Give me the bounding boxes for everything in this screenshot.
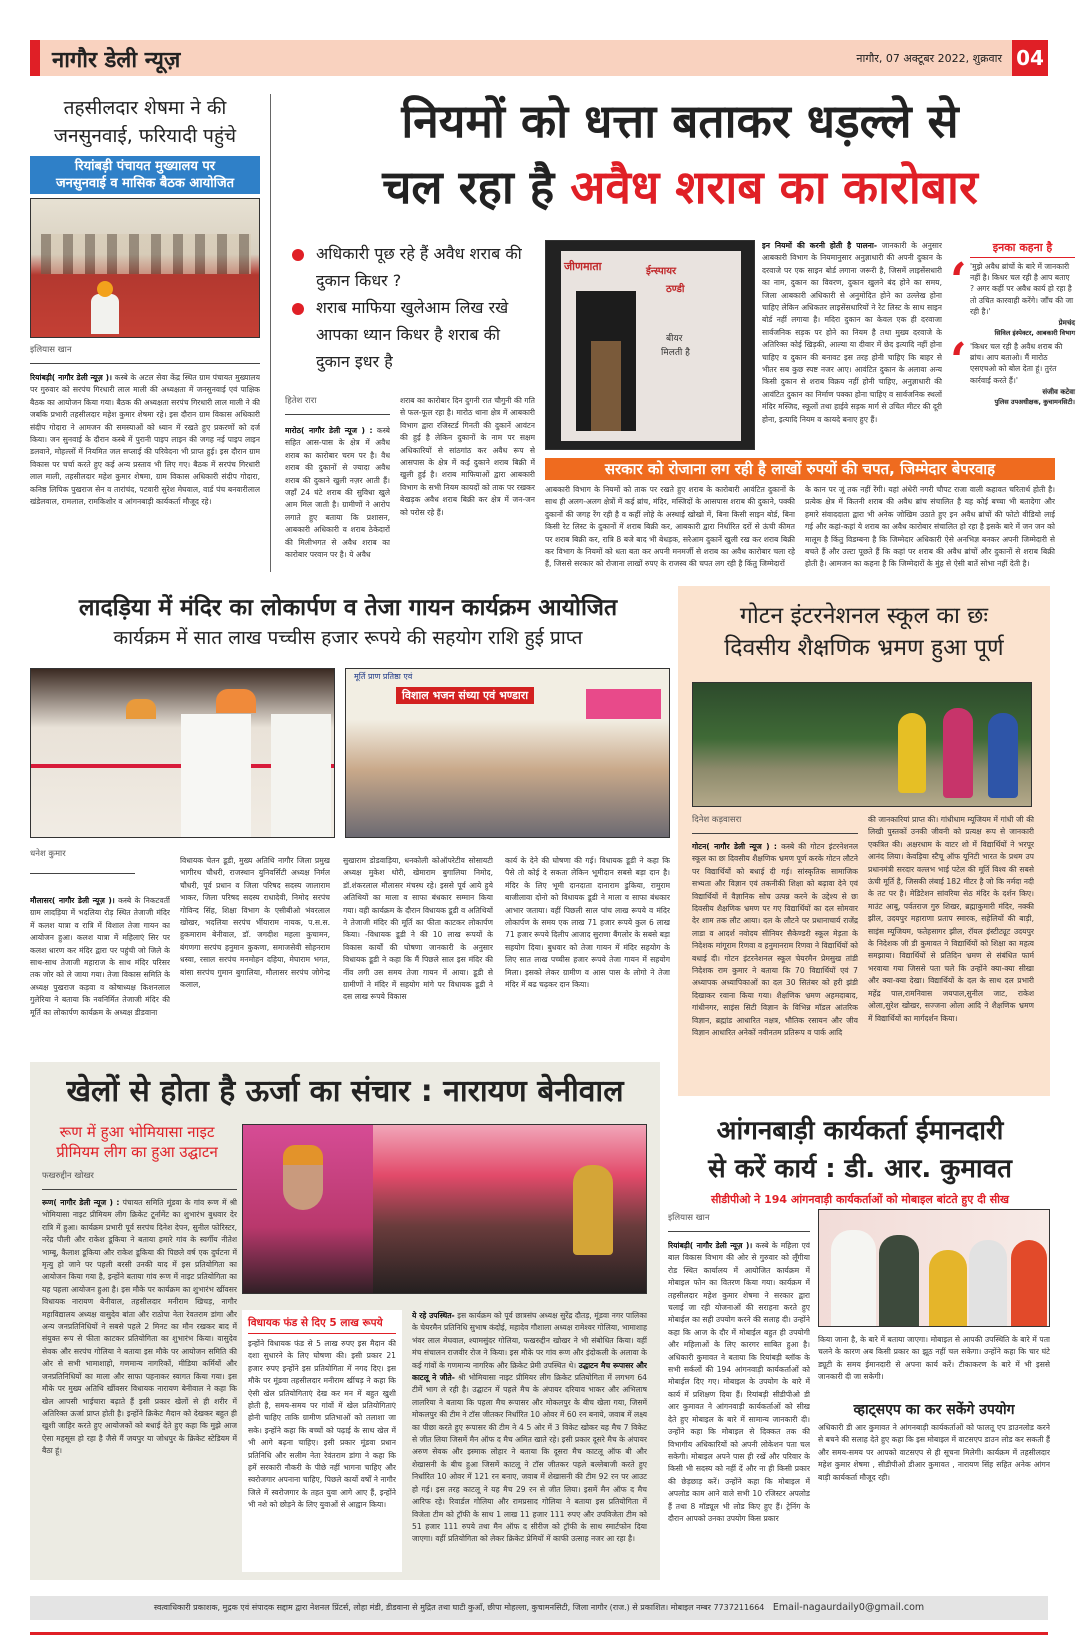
article-dateline: रूण( नागौर डेली न्यूज ) : (42, 1198, 120, 1207)
story-ladadiya-headline (28, 592, 668, 652)
box-title: विधायक फंड से दिए 5 लाख रूपये (248, 1316, 396, 1334)
article-text: की जानकारियां प्राप्त की। गांधीधाम म्यूजियम में गांधी जी की लिखी पुस्तकों उनकी जीवनी को प्रत्यक्ष रूप से जानकारी एकत्रित की। अक्षरधाम के वाटर शो में विद्यार्थियों ने भरपूर आनंद लिया। केवड़िया स्टैचू ऑफ यूनिटी भारत के प्रथम उप प्रधानमंत्री सरदार वल्लभ भाई पटेल की मूर्ति विश्व की सबसे ऊंची मूर्ति है, जिसकी लंबाई 182 मीटर है जो कि नर्मदा नदी के तट पर है। मेडिटेशन सांवरिया सेठ मंदिर के दर्शन किए। माउंट आबू, पर्वतराज गुरु शिखर, ब्रह्माकुमारी मंदिर, नक्की झील, उदयपुर महाराणा प्रताप स्मारक, सहेलियों की बाड़ी, साइंस म्यूजियम, फतेहसागर झील, रॉयल इंस्टीट्यूट उदयपुर के निदेशक जी डी कुमावत ने विद्यार्थियों को शिक्षा का महत्व समझाया। विद्यार्थियों से प्रतिदिन भ्रमण से संबंधित फार्म भरवाया गया जिससे पता चले कि उन्होंने क्या-क्या सीखा और क्या-क्या देखा। विद्यार्थियों के दल के साथ दल प्रभारी महेंद्र पाल,रामनिवास जयपाल,सुनील जाट, राकेश ओला,सुरेश खोखर, सज्जना ओला आदि ने शैक्षणिक भ्रमण में विद्यार्थियों का मार्गदर्शन किया। (868, 815, 1034, 1023)
photo-credit: इलियास खान (30, 344, 260, 364)
headline (30, 94, 260, 150)
bullet-icon (292, 303, 304, 315)
whatsapp-subtitle: व्हाट्सएप का कर सकेंगे उपयोग (853, 1402, 1015, 1418)
match-lead: उद्घाटन मैच रूपासर और काटलू ने जीते- (412, 1360, 647, 1383)
article-text: आबकारी विभाग के नियमों को ताक पर रखते हुए शराब के कारोबारी आवंटित दुकानों के साथ ही अलग-अलग क्षेत्रों में कई ब्रांच, मंदिर, मस्जिदों के आसपास शराब की दुकाने, पक्की दुकानों की जगह रेंग रही है व कहीं लोहे के अस्थाई खोखो में, बिना किसी साइन बोर्ड, बिना किसी रेट लिस्ट के दुकानों में शराब बिक्री कर, आबकारी द्वारा निर्धारित दरों से ऊंची कीमत पर शराब बिक्री कर, रात्रि 8 बजे बाद भी बेधड़क, सरेआम दुकानें खुली रख कर शराब बिक्री कर विभाग के नियमों को धता बता कर अपनी मनमर्जी से शराब का अवैध कारोबार चला रहे हैं, जिससे सरकार को रोजाना लाखों रुपए के राजस्व की चपत लग रही है किंतु जिम्मेदारों (545, 485, 795, 569)
story-sports (30, 1062, 660, 1580)
subhead-line: रूण में हुआ भोमियासा नाइट (59, 1123, 215, 1141)
quote-title: सिविल इंस्पेक्टर, आबकारी विभाग (994, 329, 1075, 338)
photo-meeting (30, 198, 260, 338)
shop-sign: जीणमाता (564, 260, 602, 273)
quote-name: संजीव कटेवा (1042, 387, 1075, 396)
article-dateline: मारोठ( नागौर डेली न्यूज ) : (285, 426, 373, 435)
rules-text: जानकारी के अनुसार आबकारी विभाग के नियमानुसार अनुज्ञाधारी की अपनी दुकान के दरवाजे पर एक साइन बोर्ड लगाना जरूरी है, जिसमें लाइसेंसधारी का नाम, दुकान का विवरण, दुकान खुलने बंद होने का समय, जिला आबकारी अधिकारी से अनुमोदित होने का उल्लेख होना चाहिए लेकिन अधिकतर लाइसेंसधारियों ने रेट लिस्ट के साथ साइन बोर्ड नहीं लगाया है। मदिरा दुकान का केवल एक ही दरवाजा सार्वजनिक सड़क पर होने का नियम है तथा मुख्य दरवाजे के अतिरिक्त कोई खिड़की, आल्या या दीवार में छेद इत्यादि नहीं होना चाहिए व दुकान की बनावट इस तरह होनी चाहिए कि बाहर से भीतर सब कुछ स्पष्ट नजर आए। आवंटित दुकान के अलावा अन्य किसी दुकान से शराब विक्रय नहीं होनी चाहिए, अनुज्ञाधारी की आवंटित दुकान का निर्माण पक्का होना चाहिए व सार्वजनिक स्थलों मंदिर मस्जिद, स्कूलों तथा हाईवे सड़क मार्ग से उचित मीटर की दूरी होना, इत्यादि नियम व कायदे बनाए हुए हैं। (762, 241, 942, 424)
photo-credit: फखरुद्दीन खोखर (42, 1170, 237, 1190)
headline-line: नियमों को धत्ता बताकर धड़ल्ले से (401, 94, 959, 148)
headline-line: तहसीलदार शेषमा ने की (63, 97, 227, 119)
box-text: इन्होंने विधायक फंड से 5 लाख रुपए इस मैदान की दशा सुधारने के लिए घोषणा की। इसी प्रकार 21 हजार रुपए इन्होंने इस प्रतियोगिता में नगद दिए। इस मौके पर मूंडवा तहसीलदार मनीराम खींचड़ ने कहा कि ऐसी खेल प्रतियोगिताएं देख कर मन में बहुत खुशी होती है, समय-समय पर गांवों में खेल प्रतियोगिताएं होनी चाहिए ताकि ग्रामीण प्रतिभाओं को तलाशा जा सके। इन्होंने कहा कि बच्चों को पढ़ाई के साथ खेल में भी आगे बढ़ना चाहिए। इसी प्रकार मूंडवा प्रधान प्रतिनिधि और सलीम नेता रेवंतराम डांगा ने कहा कि हमें सरकारी नौकरी के पीछे नहीं भागना चाहिए और स्वरोजगार अपनाना चाहिए, पिछले कार्यो वर्षों ने नागौर जिले में स्वरोजगार के तहत युवा आगे आए हैं, इन्होंने भी नशे को छोड़ने के लिए युवाओं से आह्वान किया। (248, 1339, 396, 1510)
headline-line: गोटन इंटरनेशनल स्कूल का छः (739, 603, 989, 629)
subhead-box (30, 156, 260, 194)
photo-bhajan-sandhya (345, 668, 670, 838)
headline: लादड़िया में मंदिर का लोकार्पण व तेजा गायन कार्यक्रम आयोजित (78, 595, 618, 621)
present-lead: ये रहे उपस्थित- (412, 1311, 455, 1320)
quote-icon: ‘ (950, 253, 967, 309)
headline-line (285, 154, 1075, 220)
column-divider (270, 94, 271, 572)
headline-line: दिवसीय शैक्षणिक भ्रमण हुआ पूर्ण (724, 635, 1004, 661)
headline (678, 600, 1050, 664)
headline: खेलों से होता है ऊर्जा का संचार : नारायण बेनीवाल (66, 1074, 624, 1109)
liquor-sub-col1 (545, 484, 795, 572)
banner-text: विशाल भजन संध्या एवं भण्डारा (396, 687, 534, 704)
article-dateline: मौलासर( नागौर डेली न्यूज़ )। (30, 896, 115, 905)
shop-sign: बीयर (666, 334, 683, 344)
headline-line: से करें कार्य : डी. आर. कुमावत (708, 1154, 1012, 1184)
footer-imprint (30, 1596, 1048, 1620)
article-text: इस कार्यक्रम को पूर्व छात्रसंघ अध्यक्ष सुरेंद्र दौतड़, मूंडवा नगर पालिका के चेयरमैन प्रतिनिधि सुभाष कंदोई, महादेव गौशाला अध्यक्ष रामेश्वर गोलिया, भामाशाह भंवर लाल मेघवाल, श्यामसुंदर गोलिया, फखरुद्दीन खोखर ने भी संबोधित किया। वहीं मंच संचालन राजवीर रोज ने किया। इस मौके पर गांव रूण और इंदोकली के अलावा के कई गांवों के गणमान्य नागरिक और क्रिकेट प्रेमी उपस्थित थे। (412, 1311, 647, 1370)
contact-email: Email-nagaurdaily0@gmail.com (772, 1602, 925, 1613)
article-dateline: रियांबड़ी( नागौर डेली न्यूज़ )। (668, 1241, 753, 1250)
photo-mobile-distribution (818, 1209, 1050, 1327)
article-text: विधायक चेतन डूडी, मुख्य अतिथि नागौर जिला प्रमुख भागीरथ चौधरी, राजस्थान युनिवर्सिटी अध्यक्ष निर्मल चौधरी, पूर्व प्रधान व जिला परिषद सदस्य जालाराम भाकर, जिला परिषद सदस्य राधादेवी, निमोद सरपंच गोविन्द सिंह, शिक्षा विभाग के एसीबीओ भंवरलाल खोखर, भदलिया सरपंच भींयाराम नायक, प.स.स. हुकमाराम बेनीवाल, डॉ. जगदीश महला कुचामन, बंगणगा सरपंच हनुमान कुकणा, समाजसेवी सोहनराम धस्वा, रसाल सरपंच मनमोहन दहिया, मेघाराम भगत, बांसा सरपंच गुमान बुगालिया, मौलासर सरपंच जोगेन्द्र कलाल, (180, 856, 330, 990)
subhead-line: रियांबड़ी पंचायत मुख्यालय पर (74, 159, 216, 174)
article-text: के कान पर जूं तक नहीं रेंगी। यहां अंधेरी नगरी चौपट राजा वाली कहावत चरितार्थ होती है। प्रत्येक क्षेत्र में कितनी शराब की अवैध ब्रांच संचालित है यह कोई बच्चा भी बतादेगा और हमारे संवाददाता द्वारा भी अनेक जोखिम उठाते हुए इन अवैध ब्रांचों की फोटो वीडियो लाई गई और कहां-कहां ये शराब का अवैध कारोबार संचालित हो रहा है इसके बारे में जन जन को मालूम है किंतु विडम्बना है कि जिम्मेदार अधिकारी ऐसे अनभिज्ञ बनकर अपनी जिम्मेदारी से बचते हैं और उल्टा पूछते हैं कि कहां पर शराब की अवैध ब्रांचों और दुकानों से शराब बिक्री होती है। आमजन का कहना है कि जिम्मेदारों के मुंह से ऐसी बातें सोभा नहीं देती है। (805, 485, 1055, 569)
dateline: नागौर, 07 अक्टूबर 2022, शुक्रवार (856, 52, 1002, 65)
article-text: किया जाना है, के बारे में बताया जाएगा। मोबाइल से आपकी उपस्थिति के बारे में पता चलने के कारण अब किसी प्रकार का झूठ नहीं चल सकेगा। उन्होंने कहा कि चार घंटे ड्यूटी के समय ईमानदारी से अपना कार्य करें। टीकाकरण के बारे में भी इससे जानकारी दी जा सकेगी। (818, 1335, 1050, 1382)
paper-name: नागौर डेली न्यूज़ (52, 48, 181, 73)
subhead: सीडीपीओ ने 194 आंगनवाड़ी कार्यकर्ताओं को मोबाइल बांटते हुए दी सीख (710, 1193, 1009, 1206)
liquor-byline-area (285, 395, 390, 423)
photo-cricket-inauguration (242, 1124, 647, 1294)
article-dateline: गोटन( नागौर डेली न्यूज ) : (692, 842, 777, 851)
article-text: कस्बे सहित आस-पास के क्षेत्र में अवैध शराब का कारोबार चरम पर है। वैध शराब की दुकानों से ज्यादा अवैध शराब की दुकाने खुली नज़र आती हैं। जहाँ 24 घंटे शराब की सुविधा खुले आम मिल जाती है। ग्रामीणों ने आरोप लगाते हुए बताया कि प्रशासन, आबकारी अधिकारी व शराब ठेकेदारों की मिलीभगत से अवैध शराब का कारोबार परवान पर है। ये अवैध (285, 426, 390, 560)
photo-credit: दिनेश कड़वासरा (692, 814, 858, 834)
bullet-text: अधिकारी पूछ रहे हैं अवैध शराब की दुकान किधर ? (316, 244, 522, 290)
sports-col1 (42, 1197, 237, 1572)
subhead-line: प्रीमियम लीग का हुआ उद्घाटन (56, 1143, 218, 1161)
ladadiya-col1 (30, 895, 170, 1050)
article-text: शराब का कारोबार दिन दुगनी रात चौगुनी की गति से फल-फूल रहा है। मारोठ थाना क्षेत्र में आबकारी विभाग द्वारा रजिस्टर्ड गिनती की दुकानें आवंटन की हुई है लेकिन दुकानों के नाम पर सक्षम अधिकारियों से सांठगांठ कर अवैध रूप से आसपास के क्षेत्र में कई दुकाने शराब बिक्री में खुली हुई है। शराब माफियाओं द्वारा आबकारी विभाग के सभी नियम कायदों को ताक पर रखकर बेखड़क अवैध शराब बिक्री कर क्षेत्र में जन-जन को परोस रहे हैं। (400, 396, 535, 517)
headline-part: चल रहा है (382, 160, 555, 214)
article-body (30, 372, 260, 532)
footer-rule (30, 1632, 1048, 1635)
article-body-col1 (285, 425, 390, 572)
shop-sign: मिलती है (661, 348, 690, 358)
rules-box (762, 240, 942, 450)
quote-text: 'मुझे अवैध ब्रांचों के बारे में जानकारी नहीं है। किधर चल रही है आप बताए ? अगर कहीं पर अवैध कार्य हो रहा है तो उचित कारवाही करेंगे। जाँच की जा रही है।' (970, 262, 1074, 316)
quotes-box (950, 240, 1075, 452)
goton-col1 (692, 841, 858, 1086)
article-dateline: रियांबड़ी( नागौर डेली न्यूज़ )। (30, 373, 113, 382)
article-text: सुखाराम डोडवाड़िया, धनकोली कोऑपरेटीव सोसायटी अध्यक्ष मुकेश थोरी, खेमाराम बुगालिया निमोद, डॉ.शंकरलाल मौलासर मंचस्थ रहे। इससे पूर्व आये हुये अतिथियों का माला व साफा बंधकार सम्मान किया गया। वही कार्यक्रम के दौरान विधायक डूडी व अतिथियों ने तेजाजी मंदिर की मूर्ति का फीता काटकर लोकार्पण किया। -विधायक डूडी ने की 10 लाख रूपयों के विकास कार्यों की घोषणा जानकारी के अनुसार विधायक डूडी ने कहा कि मैं पिछले साल इस मंदिर की नींव लगी उस समय तेजा गायन में आया। डूडी से ग्रामीणों ने मंदिर में सहयोग मांगे पर विधायक डूडी ने दस लाख रूपये विकास (343, 856, 493, 1002)
article-text: कस्बे की गोटन इंटरनेशनल स्कूल का छः दिवसीय शैक्षणिक भ्रमण पूर्ण करके गोटन लौटने पर विद्यार्थियों को बधाई दी गई। सांस्कृतिक सामाजिक सभ्यता और विज्ञान एवं तकनीकी शिक्षा को बढ़ावा देने एवं विद्यार्थियों में वैज्ञानिक सोच उत्पन्न करने के उद्देश्य से छः दिवसीय शैक्षणिक भ्रमण पर गए विद्यार्थियों का दल सोमवार देर शाम तक लौट आया। दल के लौटने पर प्रधानाचार्य राजेंद्र लाडा व आदर्श नवोदय सीनियर सैकेण्डरी स्कूल मेड़ता के निदेशक मांगूराम रिणवा व हनुमानराम रिणवा ने विद्यार्थियों को बधाई दी। गोटन इंटरनेशनल स्कूल चेयरमैन प्रेमसुख तांडी निदेशक राम कुमार ने बताया कि 70 विद्यार्थियों एवं 7 अध्यापक अध्यापिकाओं का दल 30 सितंबर को हरी झंडी दिखाकर रवाना किया गया। शैक्षणिक भ्रमण अहमदाबाद, गांधीनगर, साइंस सिटी विज्ञान के विभिन्न मॉडल आंतरिक विज्ञान, ब्रह्मांड आधारित नक्षत्र, भौतिक रसायन और जीव विज्ञान आधारित अनेकों नवीनतम प्रतिरूप व पार्क आदि (692, 842, 858, 1038)
shop-sign: ठण्डी (666, 284, 685, 295)
quotes-title: इनका कहना है (970, 240, 1075, 258)
bullet-item (290, 294, 530, 375)
story-goton (678, 586, 1050, 1096)
story-anganwadi (668, 1112, 1052, 1582)
bullet-list (290, 240, 530, 375)
bullet-item (290, 240, 530, 294)
story-tehsildar (30, 94, 260, 572)
headline (668, 1112, 1052, 1188)
quote-icon: ‘ (950, 333, 967, 390)
article-text: कार्य के देने की घोषणा की गई। विधायक डूडी ने कहा कि पैसे तो कोई दे सकता लेकिन भूमीदान सबसे बड़ा दान है। मंदिर के लिए भूमी दानदाता दानाराम डुकिया, रामुराम बाजीलावा दोनो को विधायक डूडी ने माला व साफा बंधकार आभार जताया। वहीं पिछली साल पांच लाख रूपये व मंदिर लोकार्पण के समय एक लाख 71 हजार रूपये कुल 6 लाख 71 हजार रूपये दिलीप आजाद सुराणा बैंगलोर के सबसे बड़ा सहयोग दिया। बुधवार को तेजा गायन में मंदिर सहयोग के लिए सात लाख पच्चीस हजार रूपये तेजा गायन में सहयोग मिला। इसको लेकर ग्रामीण व आस पास के लोगो ने तेजा मंदिर में बढ चढ़कर दान किया। (505, 856, 670, 990)
ladadiya-byline (30, 848, 135, 888)
article-text: कस्बे के निकटवर्ती ग्राम लादड़िया में भदलिया रोड़ स्थित तेजाजी मंदिर में कलश यात्रा व रात्रि में विशाल तेजा गायन का आयोजन हुआ। कलश यात्रा में महिलाएं सिर पर कलश धारण कर मंदिर द्वारा पर पहुंची जो जिले के साथ-साथ तेजाजी महाराज के साथ मंदिर परिसर तक जोर को ले जाया गया। तेजा विकास समिति के अध्यक्ष पुखराज कड़वा व कोषाध्यक्ष किशनलाल गुलेरिया ने बताया कि नवनिर्मित तेजाजी मंदिर की मूर्ति का लोकार्पण कार्यक्रम के अध्यक्ष डीडवाना (30, 896, 170, 1017)
goton-byline (692, 814, 858, 842)
subhead (42, 1122, 232, 1162)
headline-part-red: अवैध शराब का कारोबार (570, 160, 978, 214)
quote-name: प्रेमचंद (1058, 319, 1075, 328)
quote-title: पुलिस उपअधीक्षक, कुचामनसिटी। (994, 397, 1075, 406)
anganwadi-col3 (818, 1422, 1050, 1582)
photo-ribbon-cutting (30, 668, 335, 838)
mla-fund-box (242, 1310, 402, 1572)
liquor-sub-col2 (805, 484, 1055, 572)
article-text: अधिकारी डी आर कुमावत ने आंगनबाड़ी कार्यकर्ताओं को फालतू एप डाउनलोड करने से बचने की सलाह देते हुए कहा कि इस मोबाइल में वाटसएप डाउन लोड कर सकती हैं और समय-समय पर आपको वाटसएप से ही सूचना मिलेगी। कार्यक्रम में तहसीलदार महेश कुमार शेषमा , सीडीपीओ डीआर कुमावत , नारायण सिंह सहित अनेक आंगन बाड़ी कार्यकर्ता मौजूद रही। (818, 1423, 1050, 1482)
story-liquor-headline (285, 88, 1075, 220)
page-number: 04 (1012, 40, 1048, 76)
masthead-accent-bar (30, 40, 40, 76)
liquor-sub-banner: सरकार को रोजाना लग रही है लाखों रुपयों की चपत, जिम्मेदार बेपरवाह (545, 458, 1055, 480)
subhead-line: जनसुनवाई व मासिक बैठक आयोजित (55, 176, 235, 191)
quote-text: 'किधर चल रही है अवैध शराब की ब्रांच। आप बताओ। मैं मारोठ एसएचओ को बोल देता हूं। तुरंत कार्रवाई करते हैं।' (970, 342, 1063, 385)
photo-credit: हितेश रारा (285, 395, 390, 415)
shop-sign: ईन्स्पायर (646, 266, 677, 277)
anganwadi-col2 (818, 1334, 1050, 1396)
ladadiya-col3 (343, 855, 493, 1050)
bullet-text: शराब माफिया खुलेआम लिख रखे आपका ध्यान किधर है शराब की दुकान इधर है (316, 298, 509, 371)
headline-line: जनसुनवाई, फरियादी पहुंचे (53, 125, 237, 147)
ladadiya-col2 (180, 855, 330, 1050)
banner-top-text: मूर्ति प्राण प्रतिष्ठा एवं (354, 672, 413, 681)
article-body-col2 (400, 395, 535, 572)
photo-liquor-shop (545, 240, 755, 450)
headline-line: आंगनबाड़ी कार्यकर्ता ईमानदारी (716, 1116, 1004, 1146)
masthead (30, 40, 1048, 76)
sports-col3 (412, 1310, 647, 1572)
photo-credit: इलियास खान (668, 1212, 810, 1232)
anganwadi-col1 (668, 1240, 810, 1582)
photo-school-trip (692, 682, 1032, 807)
article-text: कस्बे के अटल सेवा केंद्र स्थित ग्राम पंचायत मुख्यालय पर गुरुवार को सरपंच गिरधारी लाल माली की अध्यक्षता में जनसुनवाई एवं पाक्षिक बैठक का आयोजन किया गया। बैठक की अध्यक्षता सरपंच गिरधारी लाल माली ने की जबकि प्रभारी तहसीलदार महेश कुमार शेषमा रहे। इस दौरान ग्राम विकास अधिकारी संदीप गोदारा ने आमजन की समस्याओं को ध्यान में रखते हुए प्रकरणों को दर्ज किया। जन सुनवाई के दौरान कस्बे में पुरानी पाइप लाइन की जगह नई पाइप लाइन डलवाने, मोहल्लों में नियमित जल सप्लाई की परिवेदना भी प्राप्त हुई। इस दौरान ग्राम विकास पर चर्चा करते हुए कई अन्य प्रस्ताव भी लिए गए। बैठक में सरपंच गिरधारी लाल माली, तहसीलदार महेश कुमार शेषमा, ग्राम विकास अधिकारी संदीप गोदारा, कनिष्ठ लिपिक पुखराज सेन व तारांचंद, पटवारी सुरेश मेघवाल, वार्ड पंच बनवारीलाल खंडेलवाल, रामलाल, रामकिशोर व आंगनबाड़ी कार्यकर्ता मौजूद रहे। (30, 373, 260, 507)
bullet-icon (292, 249, 304, 261)
imprint-text: स्वत्वाधिकारी प्रकाशक, मुद्रक एवं संपादक सद्दाम द्वारा नेशनल प्रिंटर्स, लोहा मंडी, डीडवाना से मुद्रित तथा घाटी कुआँ, छीपा मोहल्ला, कुचामनसिटी, जिला नागौर (राज.) से प्रकाशित। मोबाइल नम्बर 7737211664 (153, 1603, 765, 1612)
goton-col2 (868, 814, 1034, 1086)
rules-lead: इन नियमों की करनी होती है पालना- (762, 241, 877, 250)
article-text: कस्बे के महिला एवं बाल विकास विभाग की ओर से गुरुवार को लूँगीया रोड स्थित कार्यालय में आयोजित कार्यक्रम में मोबाइल फोन का वितरण किया गया। कार्यक्रम में तहसीलदार महेश कुमार शेषमा ने सरकार द्वारा चलाई जा रही योजनाओं की सराहना करते हुए मोबाईल का सही उपयोग करने की सलाह दी। उन्होंने कहा कि आज के दौर में मोबाईल बहुत ही उपयोगी और महिलाओं के लिए कारगर साबित हुआ है। अधिकारी कुमावत ने बताया कि रियांबड़ी ब्लॉक के सभी सर्कलों की 194 आंगनवाड़ी कार्यकर्ताओं को मोबाईल दिए गए। मोबाइल के उपयोग के बारे में कार्य में प्रशिक्षण दिया हैं। रियांबड़ी सीडीपीओ डी आर कुमावत ने आंगनवाड़ी कार्यकर्ताओं को सीख देते हुए मोबाइल के बारे में सामान्य जानकारी दी। उन्होंने कहा कि मोबाइल से दिक्कत तक की विभागीय अधिकारियों को अपनी लोकेशन पता चल सकेगी। मोबाइल अपने पास ही रखें और परिवार के किसी भी सदस्य को नहीं दें और ना ही किसी प्रकार की छेड़छाड़ करें। उन्होंने कहा कि मोबाइल में अपलोड काम आने वाले सभी 10 रजिस्टर अपलोड हैं तथा 8 मॉड्यूल भी लोड किए हुए हैं। ट्रेनिंग के दौरान आपको उनका उपयोग किस प्रकार (668, 1241, 810, 1523)
subhead: कार्यक्रम में सात लाख पच्चीस हजार रूपये की सहयोग राशि हुई प्राप्त (113, 627, 583, 649)
article-text: श्री भोमियासा नाइट प्रीमियर लीग क्रिकेट प्रतियोगिता में लगभग 64 टीमें भाग ले रही है। उद्घाटन में पहले मैच के अंपायर दरियाव भाकर और अभिलाष लालरिया ने बताया कि पहला मैच रूपासर और मोकलपुर के बीच खेला गया, जिसमें मोकलपुर की टीम ने टॉस जीतकर निर्धारित 10 ओवर में 60 रन बनाये, जवाब में लक्ष्य का पीछा करते हुए रूपासर की टीम ने 4 5 ओर में 3 विकेट खोकर यह मैच 7 विकेट से जीत लिया जिसमें मैन ऑफ द मैच अमित खाते रहे। इसी प्रकार दूसरे मैच के अंपायर अरुण सेवक और इस्माक लोहार ने बताया कि दूसरा मैच काटलू ऑफ बी और शेखासनी के बीच हुआ जिसमें काटलू ने टॉस जीतकर पहले बल्लेबाजी करते हुए निर्धारित 10 ओवर में 121 रन बनाए, जवाब में शेखासनी की टीम 92 रन पर आउट हो गई। इस तरह काटलू ने यह मैच 29 रन से जीत लिया। इसमें मैन ऑफ द मैच आरिफ रहे। रिवार्डल गोलिया और रामप्रसाद गोलिया ने बताया इस प्रतियोगिता में विजेता टीम को ट्रॉफी के साथ 1 लाख 11 हजार 111 रुपए और उपविजेता टीम को 51 हजार 111 रुपये तथा मैन ऑफ द सीरीज को ट्रॉफी के साथ स्मार्टफोन दिया जाएगा। वहीं प्रतियोगिता को लेकर क्रिकेट प्रेमियों में काफी उत्साह नजर आ रहा है। (412, 1373, 647, 1544)
article-text: पंचायत समिति मूंडवा के गांव रूण में श्री भोमियासा नाइट प्रीमियम लीग क्रिकेट टूर्नामेंट का शुभारंभ बुधवार देर रात्रि में हुआ। कार्यक्रम प्रभारी पूर्व सरपंच दिनेश देपन, सुनील फोरिस्टर, नरेंद्र पौली और राकेश डूकिया ने बताया हमारे गांव के स्वर्गीय नीतेश भाम्बू, कैलाश डूकिया और राकेश डूकिया की पिछले वर्ष एक दुर्घटना में मृत्यु हो जाने पर पहली बरसी उनकी याद में इस प्रतियोगिता का आयोजन किया गया है, इन्होंने बताया गांव रूण में नाइट प्रतियोगिता का यह पहला आयोजन हुआ है। इस मौके पर कार्यक्रम का शुभारंभ खींवसर विधायक नारायण बेनीवाल, तहसीलदार मनीराम खिचड़, नागौर महाविद्यालय अध्यक्ष वासुदेव बांता और राठोपा नेता रेवतराम डांगा और अन्य जनप्रतिनिधियों ने सबसे पहले 2 मिनट का मौन रखकर बाद में संयुक्त रूप से फीता काटकर प्रतियोगिता का शुभारंभ किया। वासुदेव सेवक और सरपंच गोलिया ने बताया इस मौके पर आयोजन समिति की ओर से सभी भामाशाहो, गणमान्य नागरिकों, मीडिया कर्मियों और जनप्रतिनिधियों का माला और साफा पहनाकर स्वागत किया गया। इस मौके पर मुख्य अतिथि खींवसर विधायक नारायण बेनीवाल ने कहा कि खेल आपसी भाईचारा बढ़ाते हैं इसी प्रकार खेलों से ही शरीर में अतिरिक्त ऊर्जा प्राप्त होती है। इन्होंने क्रिकेट मैदान को देखकर बहुत ही खुशी जाहिर करते हुए आयोजकों को बधाई देते हुए कहा कि मुझे आज ऐसा महसूस हो रहा है जैसे मैं जयपुर या जोधपुर के क्रिकेट स्टेडियम में बैठा हूं। (42, 1198, 237, 1456)
ladadiya-col4 (505, 855, 670, 1050)
photo-credit: धनेश कुमार (30, 848, 135, 874)
